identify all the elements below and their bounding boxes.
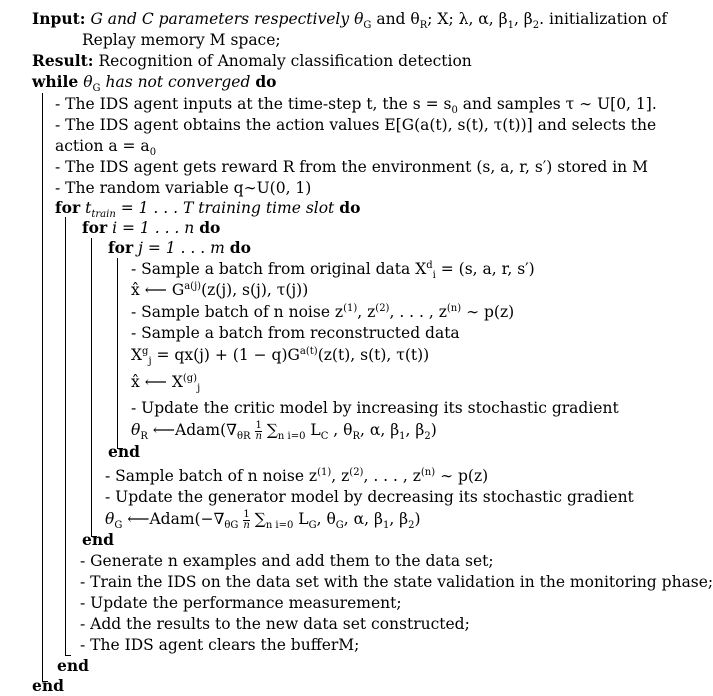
step-subscript: 0	[451, 105, 458, 117]
mid-subscript: 1	[382, 520, 390, 532]
step-text: and samples τ ∼ U[0, 1].	[457, 95, 657, 113]
inner-text: X	[131, 346, 143, 364]
end-for-train	[57, 656, 89, 676]
inner-text: (z(j), s(j), τ(j))	[201, 281, 309, 299]
inner-subscript: j	[148, 356, 152, 368]
end-for-i	[82, 530, 114, 550]
for-train-block-bar	[65, 217, 66, 655]
step-text: action a = a	[55, 137, 150, 155]
generator-update-line	[105, 508, 421, 532]
input-text: , β	[513, 10, 533, 28]
fraction-numerator: 1	[255, 419, 262, 431]
inner-text: = qx(j) + (1 − q)G	[151, 346, 300, 364]
sum-limits: n i=0	[277, 431, 306, 443]
mid-text: , . . . , z	[363, 467, 421, 485]
fraction-numerator: 1	[243, 508, 250, 520]
mid-text: ∑	[249, 510, 266, 528]
for-keyword: for	[55, 198, 81, 217]
step-line	[55, 136, 157, 159]
end-keyword: end	[82, 530, 114, 549]
inner-line	[131, 345, 430, 368]
inner-line	[131, 323, 460, 343]
step-line	[55, 115, 656, 135]
inner-line	[131, 302, 514, 322]
step-text: - The random variable q∼U(0, 1)	[55, 179, 312, 197]
inner-line	[131, 259, 535, 282]
after-text: - Train the IDS on the data set with the state validation in the monitoring phase;	[80, 573, 713, 591]
inner-text: ⟵Adam(∇	[147, 421, 237, 439]
mid-text: ∼ p(z)	[435, 467, 489, 485]
while-condition: has not converged	[100, 73, 251, 91]
for-range: j = 1 . . . m	[138, 239, 225, 257]
mid-subscript: G	[335, 520, 344, 532]
inner-text: = (s, a, r, s′)	[435, 260, 535, 278]
inner-text: )	[430, 421, 437, 439]
mid-subscript: G	[308, 520, 317, 532]
inner-text: θ	[131, 421, 141, 439]
inner-subscript: C	[320, 431, 329, 443]
inner-superscript: a(t)	[299, 345, 318, 357]
mid-subscript: G	[114, 520, 123, 532]
do-keyword: do	[255, 72, 277, 91]
input-text: . initialization of	[539, 10, 668, 28]
after-text: - Generate n examples and add them to the data set;	[80, 552, 494, 570]
inner-text: , α, β	[360, 421, 400, 439]
inner-subscript: 1	[399, 431, 406, 443]
result-label: Result:	[32, 51, 94, 70]
mid-text: , θ	[316, 510, 336, 528]
inner-superscript: g	[142, 345, 149, 357]
input-line	[32, 9, 668, 32]
step-subscript: 0	[149, 147, 157, 159]
mid-text: θ	[105, 510, 115, 528]
mid-superscript: (n)	[420, 466, 436, 478]
do-keyword: do	[199, 218, 221, 237]
for-j-block-bar	[117, 258, 118, 448]
input-label: Input:	[32, 9, 86, 28]
result-text: Recognition of Anomaly classification detection	[98, 52, 472, 70]
mid-text: )	[414, 510, 421, 528]
inner-line	[131, 372, 201, 395]
for-i-line	[82, 218, 220, 238]
end-while	[32, 676, 64, 696]
inner-line	[131, 398, 619, 418]
for-i-block-bar	[91, 238, 92, 536]
inner-line	[131, 280, 308, 300]
end-keyword: end	[57, 656, 89, 675]
input-text: Replay memory M space;	[82, 31, 281, 49]
for-range: = 1 . . . T training time slot	[115, 199, 335, 217]
inner-superscript: (n)	[446, 302, 462, 314]
inner-text: ∼ p(z)	[461, 303, 515, 321]
input-subscript: 2	[532, 20, 540, 32]
while-line	[32, 72, 277, 95]
end-keyword: end	[32, 676, 64, 695]
end-keyword: end	[108, 442, 140, 461]
fraction-denominator: n	[255, 430, 262, 442]
critic-update-line	[131, 419, 437, 443]
mid-text: - Sample batch of n noise z	[105, 467, 318, 485]
for-variable-subscript: train	[91, 209, 116, 221]
input-subscript: 1	[507, 20, 514, 32]
step-line	[55, 178, 311, 198]
inner-subscript: θR	[236, 431, 251, 443]
for-keyword: for	[82, 218, 108, 237]
do-keyword: do	[339, 198, 361, 217]
mid-text: , β	[389, 510, 409, 528]
input-subscript: G	[363, 20, 372, 32]
fraction-denominator: n	[243, 519, 250, 531]
mid-subscript: 2	[408, 520, 415, 532]
after-line	[80, 551, 494, 571]
step-line	[55, 94, 657, 117]
do-keyword: do	[229, 238, 251, 257]
for-j-line	[108, 238, 251, 258]
inner-superscript: d	[426, 259, 433, 271]
inner-text: , θ	[328, 421, 353, 439]
after-text: - Update the performance measurement;	[80, 594, 402, 612]
inner-subscript: R	[140, 431, 148, 443]
mid-text: L	[293, 510, 309, 528]
inner-text: - Sample batch of n noise z	[131, 303, 344, 321]
sum-limits: n i=0	[265, 520, 294, 532]
after-line	[80, 572, 713, 592]
for-keyword: for	[108, 238, 134, 257]
for-train-line	[55, 198, 361, 221]
after-line	[80, 614, 470, 634]
inner-text: - Update the critic model by increasing its stochastic gradient	[131, 399, 619, 417]
input-text: and θ	[371, 10, 420, 28]
inner-superscript: (g)	[182, 372, 198, 384]
inner-text: ∑	[261, 421, 278, 439]
mid-line	[105, 466, 488, 486]
after-text: - The IDS agent clears the bufferM;	[80, 636, 360, 654]
while-condition: θ	[83, 73, 93, 91]
inner-text: , . . . , z	[389, 303, 447, 321]
inner-text: x̂ ⟵ X	[131, 373, 183, 391]
inner-subscript: R	[352, 431, 361, 443]
input-line-2	[82, 30, 281, 50]
end-for-j	[108, 442, 140, 462]
inner-text: , z	[357, 303, 376, 321]
inner-text: - Sample a batch from reconstructed data	[131, 324, 460, 342]
while-condition-subscript: G	[92, 83, 101, 95]
inner-text: , β	[405, 421, 425, 439]
step-text: - The IDS agent obtains the action values E[G(a(t), s(t), τ(t))] and selects the	[55, 116, 657, 134]
while-block-bar	[42, 93, 43, 681]
mid-text: - Update the generator model by decreasing its stochastic gradient	[105, 488, 634, 506]
mid-superscript: (2)	[349, 466, 364, 478]
after-line	[80, 593, 402, 613]
after-text: - Add the results to the new data set constructed;	[80, 615, 470, 633]
input-subscript: R	[419, 20, 428, 32]
mid-superscript: (1)	[317, 466, 332, 478]
mid-line	[105, 487, 634, 507]
inner-text: L	[305, 421, 321, 439]
input-text: ; X; λ, α, β	[427, 10, 508, 28]
inner-subscript: 2	[424, 431, 431, 443]
for-range: i = 1 . . . n	[112, 219, 195, 237]
mid-subscript: θG	[224, 520, 239, 532]
inner-superscript: (2)	[375, 302, 390, 314]
after-line	[80, 635, 359, 655]
mid-text: , α, β	[343, 510, 383, 528]
step-line	[55, 157, 648, 177]
step-text: - The IDS agent gets reward R from the environment (s, a, r, s′) stored in M	[55, 158, 648, 176]
inner-text: (z(t), s(t), τ(t))	[317, 346, 430, 364]
mid-text: , z	[331, 467, 350, 485]
while-keyword: while	[32, 72, 79, 91]
inner-subscript: j	[197, 383, 201, 395]
inner-superscript: a(j)	[184, 280, 202, 292]
inner-superscript: (1)	[343, 302, 358, 314]
inner-subscript: i	[432, 270, 436, 282]
result-line	[32, 51, 472, 71]
inner-text: x̂ ⟵ G	[131, 281, 185, 299]
for-variable: t	[85, 199, 92, 217]
mid-text: ⟵Adam(−∇	[122, 510, 225, 528]
step-text: - The IDS agent inputs at the time-step t, the s = s	[55, 95, 452, 113]
input-text: G and C parameters respectively θ	[90, 10, 364, 28]
inner-text: - Sample a batch from original data X	[131, 260, 427, 278]
